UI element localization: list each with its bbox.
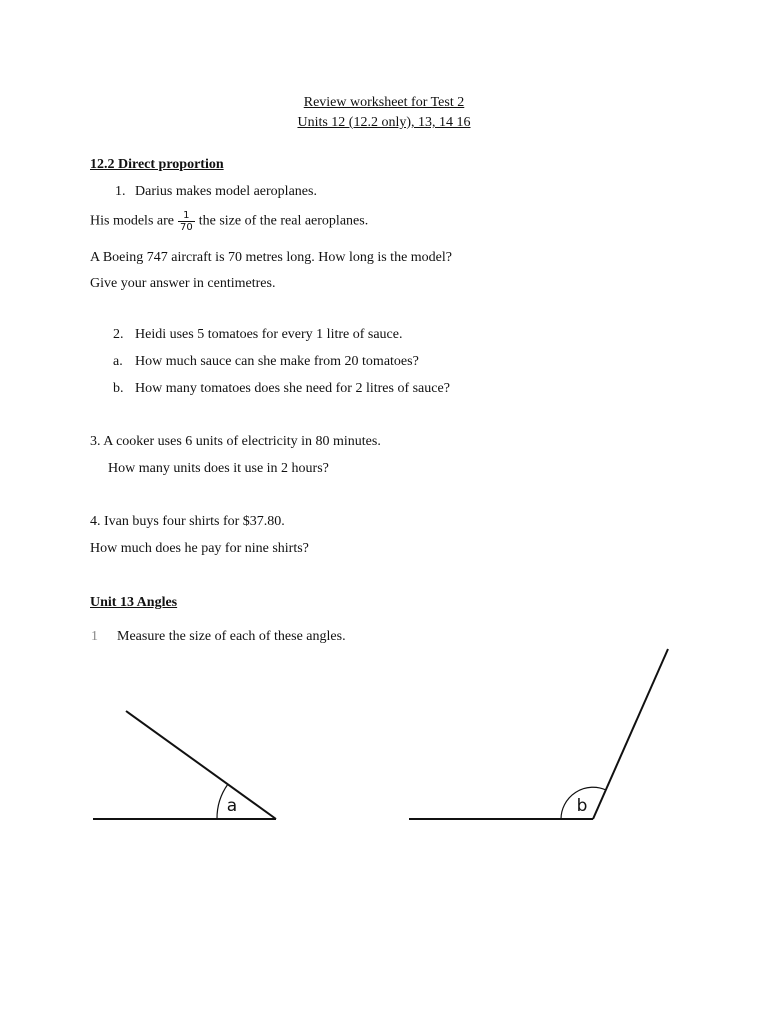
- angle-b-label: b: [576, 796, 588, 816]
- q2b-label: b.: [113, 381, 124, 396]
- q2a-text: How much sauce can she make from 20 tomatoes?: [135, 354, 419, 369]
- q1-line1: Darius makes model aeroplanes.: [135, 184, 317, 199]
- section-heading-angles: Unit 13 Angles: [90, 595, 178, 610]
- fraction-denominator: 70: [179, 222, 193, 233]
- angle-a-diagram: [93, 711, 276, 819]
- q1-line3: A Boeing 747 aircraft is 70 metres long. How long is the model?: [90, 250, 452, 265]
- worksheet-title: Review worksheet for Test 2: [303, 95, 465, 110]
- fraction-numerator: 1: [178, 210, 195, 222]
- q4-line2: How much does he pay for nine shirts?: [90, 541, 309, 556]
- angle-a-label: a: [226, 796, 238, 816]
- section-heading-direct-proportion: 12.2 Direct proportion: [90, 157, 224, 172]
- angle-a-arm-line: [126, 711, 276, 819]
- worksheet-subtitle: Units 12 (12.2 only), 13, 14 16: [297, 115, 471, 130]
- q2-line1: Heidi uses 5 tomatoes for every 1 litre of sauce.: [135, 327, 403, 342]
- q4-line1: 4. Ivan buys four shirts for $37.80.: [90, 514, 285, 529]
- angles-q1-text: Measure the size of each of these angles.: [117, 629, 346, 644]
- q3-line1: 3. A cooker uses 6 units of electricity in 80 minutes.: [90, 434, 381, 449]
- angle-b-arm-line: [593, 649, 668, 819]
- q2-number: 2.: [113, 327, 124, 342]
- q2a-label: a.: [113, 354, 123, 369]
- q1-number: 1.: [115, 184, 126, 199]
- q1-line2-pre: His models are: [90, 213, 174, 229]
- angle-b-diagram: [409, 649, 668, 819]
- q3-line2: How many units does it use in 2 hours?: [108, 461, 329, 476]
- q1-line2-post: the size of the real aeroplanes.: [198, 213, 369, 229]
- angles-q1-number: 1: [91, 629, 98, 644]
- q2b-text: How many tomatoes does she need for 2 litres of sauce?: [135, 381, 450, 396]
- q1-line4: Give your answer in centimetres.: [90, 276, 276, 291]
